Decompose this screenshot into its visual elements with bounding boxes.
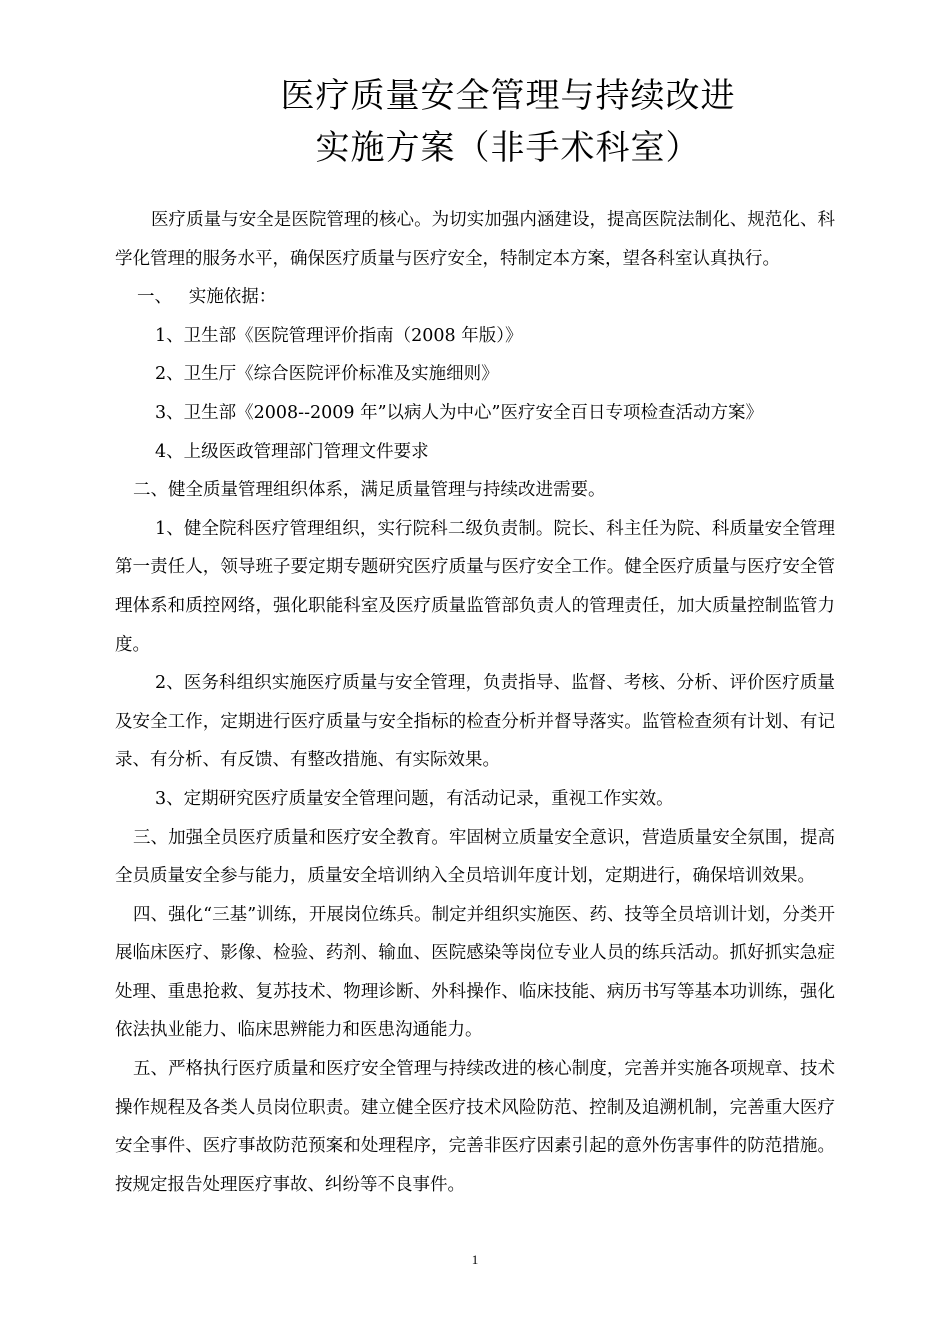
basis-item-1: 1、卫生部《医院管理评价指南（2008 年版）》 <box>155 325 523 346</box>
document-title-line-2: 实施方案（非手术科室） <box>315 128 701 168</box>
organization-item-1: 1、健全院科医疗管理组织，实行院科二级负责制。院长、科主任为院、科质量安全管理第一责任人，领导班子要定期专题研究医疗质量与医疗安全工作。健全医疗质量与医疗安全管理体系和质控网络，强化职能科室及医疗质量监管部负责人的管理责任，加大质量控制监管力度。 <box>115 518 835 655</box>
section-training: 四、强化“三基”训练，开展岗位练兵。制定并组织实施医、药、技等全员培训计划，分类开展临床医疗、影像、检验、药剂、输血、医院感染等岗位专业人员的练兵活动。抓好抓实急症处理、重患抢救、复苏技术、物理诊断、外科操作、临床技能、病历书写等基本功训练，强化依法执业能力、临床思辨能力和医患沟通能力。 <box>115 904 835 1041</box>
section-heading-organization: 二、健全质量管理组织体系，满足质量管理与持续改进需要。 <box>133 480 606 501</box>
basis-item-4: 4、上级医政管理部门管理文件要求 <box>155 441 429 462</box>
organization-item-3: 3、定期研究医疗质量安全管理问题，有活动记录，重视工作实效。 <box>155 788 674 809</box>
page-number: 1 <box>471 1252 479 1267</box>
basis-item-2: 2、卫生厅《综合医院评价标准及实施细则》 <box>155 364 499 385</box>
document-title-line-1: 医疗质量安全管理与持续改进 <box>280 76 736 116</box>
intro-paragraph: 医疗质量与安全是医院管理的核心。为切实加强内涵建设，提高医院法制化、规范化、科学化管理的服务水平，确保医疗质量与医疗安全，特制定本方案，望各科室认真执行。 <box>115 210 835 269</box>
document-body <box>115 201 835 1204</box>
section-heading-basis: 一、 实施依据： <box>137 287 277 308</box>
organization-item-2: 2、医务科组织实施医疗质量与安全管理，负责指导、监督、考核、分析、评价医疗质量及安全工作，定期进行医疗质量与安全指标的检查分析并督导落实。监管检查须有计划、有记录、有分析、有反馈、有整改措施、有实际效果。 <box>115 673 835 771</box>
section-core-system: 五、严格执行医疗质量和医疗安全管理与持续改进的核心制度，完善并实施各项规章、技术操作规程及各类人员岗位职责。建立健全医疗技术风险防范、控制及追溯机制，完善重大医疗安全事件、医疗事故防范预案和处理程序，完善非医疗因素引起的意外伤害事件的防范措施。按规定报告处理医疗事故、纠纷等不良事件。 <box>115 1059 835 1195</box>
section-education: 三、加强全员医疗质量和医疗安全教育。牢固树立质量安全意识，营造质量安全氛围，提高全员质量安全参与能力，质量安全培训纳入全员培训年度计划，定期进行，确保培训效果。 <box>115 827 835 887</box>
basis-item-3: 3、卫生部《2008--2009 年”以病人为中心”医疗安全百日专项检查活动方案》 <box>155 402 763 423</box>
